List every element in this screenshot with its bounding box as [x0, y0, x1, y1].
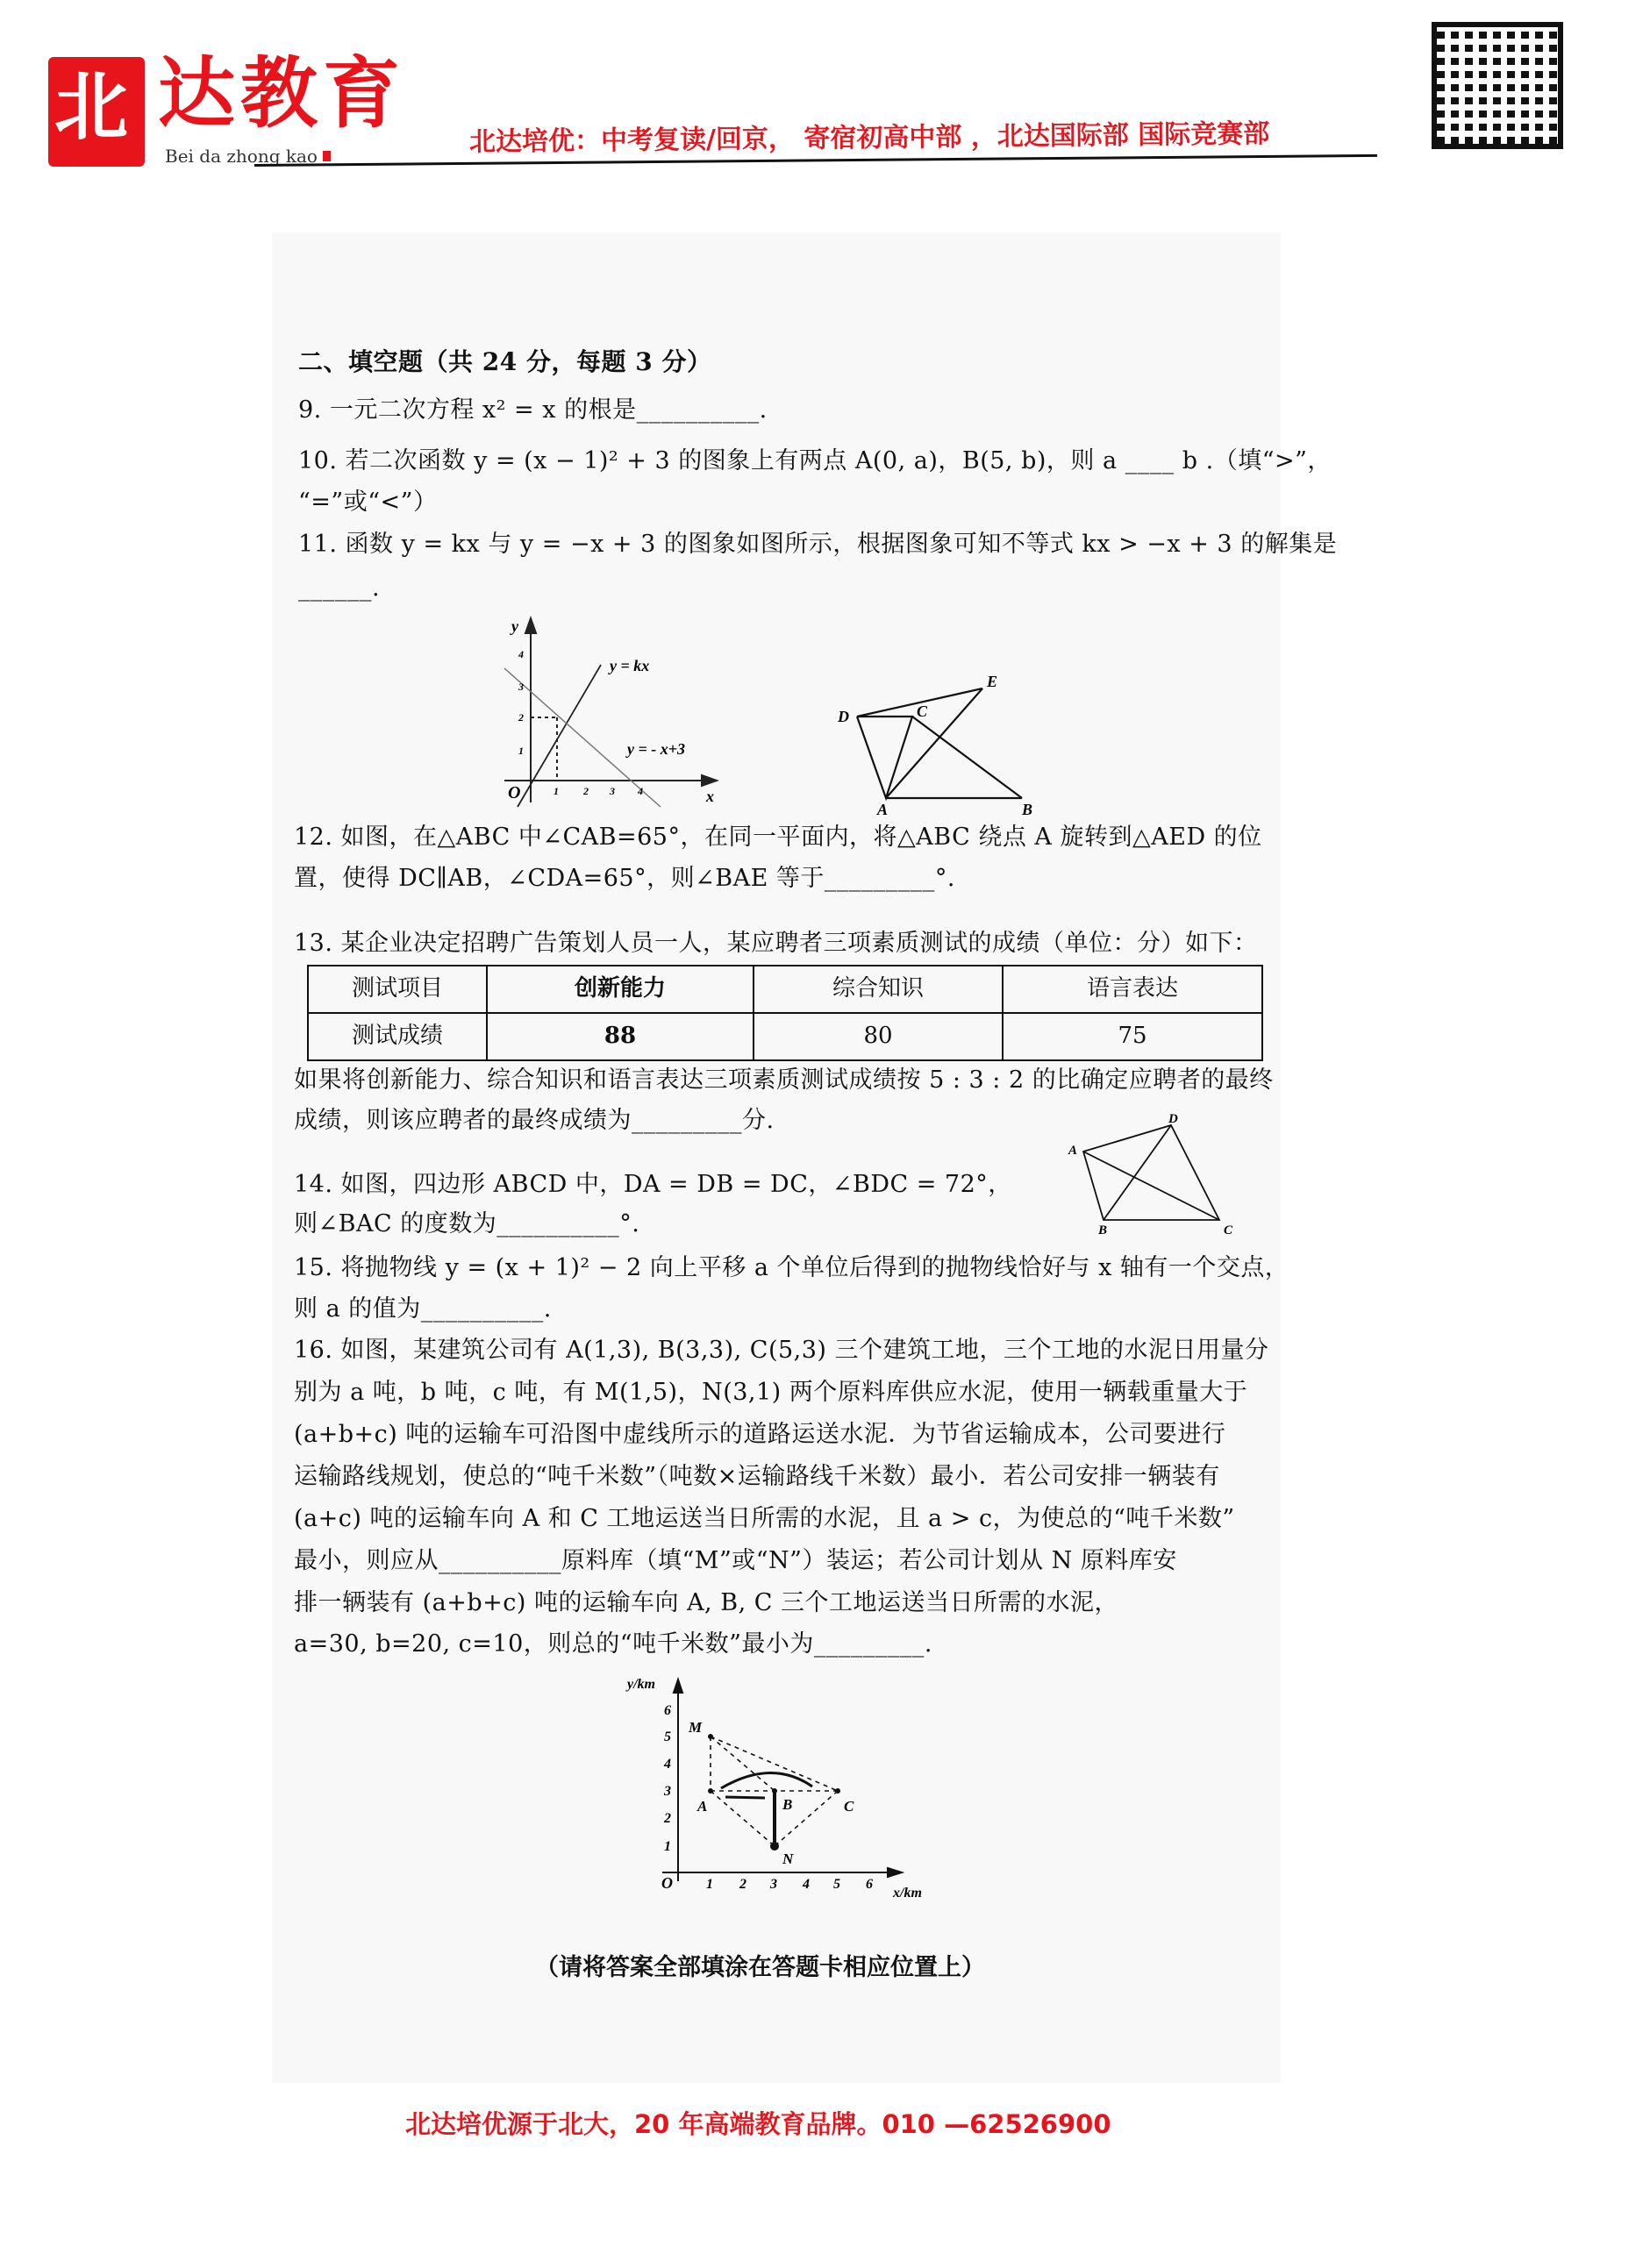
tick-x: 6	[866, 1877, 873, 1892]
tick-y: 2	[664, 1811, 671, 1826]
label-kx: y = kx	[610, 657, 650, 674]
logo-char: 北	[54, 64, 129, 150]
axis-label-x: x/km	[893, 1886, 922, 1901]
tick-x: 5	[833, 1877, 840, 1892]
label-n: N	[782, 1851, 794, 1867]
question-13-line2: 如果将创新能力、综合知识和语言表达三项素质测试成绩按 5 : 3 : 2 的比确定应聘者的最终	[294, 1066, 1274, 1094]
header-slogan: 北达培优：中考复读/回京， 寄宿初高中部 ，北达国际部 国际竞赛部	[468, 118, 1270, 158]
label-o: O	[508, 783, 521, 802]
table-header-row	[308, 966, 1262, 1013]
figure-q12-triangles	[829, 671, 1066, 820]
logo-dot	[323, 151, 331, 161]
table-cell: 88	[487, 1013, 754, 1060]
label-b: B	[1022, 801, 1033, 818]
question-16-line: a=30, b=20, c=10，则总的“吨千米数”最小为_________.	[294, 1630, 932, 1658]
question-16-line: 别为 a 吨，b 吨，c 吨，有 M(1,5)，N(3,1) 两个原料库供应水泥，使用一辆载重量大于	[294, 1379, 1248, 1406]
tick-y: 4	[664, 1757, 671, 1772]
figure-q14-quadrilateral	[1061, 1112, 1254, 1235]
question-10-line2: “=”或“<”）	[298, 489, 438, 516]
tick-x: 1	[706, 1877, 713, 1892]
label-a: A	[697, 1798, 708, 1815]
question-15-line2: 则 a 的值为__________.	[294, 1295, 552, 1323]
tick-y: 5	[664, 1730, 671, 1744]
tick-x3: 3	[610, 785, 615, 797]
label-y: y	[511, 617, 518, 635]
label-m: M	[689, 1719, 703, 1736]
table-header-cell: 语言表达	[1003, 966, 1262, 1013]
question-14-line2: 则∠BAC 的度数为__________°.	[294, 1210, 640, 1237]
table-cell: 75	[1003, 1013, 1262, 1060]
tick-x2: 2	[583, 785, 589, 797]
tick-y3: 3	[518, 681, 524, 693]
table-header-cell: 创新能力	[487, 966, 754, 1013]
label-b: B	[1098, 1223, 1108, 1235]
label-line2: y = - x+3	[627, 740, 685, 758]
table-header-cell: 测试项目	[308, 966, 487, 1013]
footer-contact: 北达培优源于北大，20 年高端教育品牌。010 —62526900	[405, 2109, 1111, 2139]
question-16-line: 运输路线规划，使总的“吨千米数”（吨数×运输路线千米数）最小．若公司安排一辆装有	[294, 1463, 1220, 1490]
tick-x: 2	[739, 1877, 746, 1892]
section-title: 二、填空题（共 24 分，每题 3 分）	[298, 347, 712, 376]
tick-y4: 4	[518, 648, 524, 660]
label-a: A	[1068, 1144, 1078, 1158]
question-10-line1: 10. 若二次函数 y = (x − 1)² + 3 的图象上有两点 A(0, a)，B(5, b)，则 a ____ b .（填“>”，	[298, 447, 1332, 474]
label-b: B	[782, 1796, 793, 1813]
table-cell: 80	[754, 1013, 1003, 1060]
question-14-line1: 14. 如图，四边形 ABCD 中，DA = DB = DC，∠BDC = 72°，	[294, 1171, 1012, 1198]
tick-x1: 1	[554, 785, 559, 797]
label-c: C	[844, 1798, 854, 1815]
label-c: C	[917, 703, 928, 720]
label-d: D	[1168, 1112, 1178, 1126]
qr-code	[1432, 22, 1563, 149]
label-o: O	[661, 1874, 673, 1892]
logo-subtitle: Bei da zhong kao	[165, 146, 318, 167]
tick-x: 4	[803, 1877, 810, 1892]
label-d: D	[838, 708, 849, 725]
question-15-line1: 15. 将抛物线 y = (x + 1)² − 2 向上平移 a 个单位后得到的抛物线恰好与 x 轴有一个交点，	[294, 1254, 1289, 1281]
question-16-line: (a+b+c) 吨的运输车可沿图中虚线所示的道路运送水泥．为节省运输成本，公司要进行	[294, 1421, 1226, 1448]
table-cell: 测试成绩	[308, 1013, 487, 1060]
table-row	[308, 1013, 1262, 1060]
question-12-line2: 置，使得 DC∥AB，∠CDA=65°，则∠BAE 等于_________°.	[294, 865, 955, 892]
question-16-line: 排一辆装有 (a+b+c) 吨的运输车向 A, B, C 三个工地运送当日所需的水泥，	[294, 1589, 1118, 1616]
question-13-line1: 13. 某企业决定招聘广告策划人员一人，某应聘者三项素质测试的成绩（单位：分）如下：	[294, 930, 1258, 957]
question-16-line: (a+c) 吨的运输车向 A 和 C 工地运送当日所需的水泥，且 a > c，为使总的“吨千米数”	[294, 1505, 1235, 1532]
logo-text: 达教育	[158, 47, 406, 139]
header-divider	[254, 154, 1377, 167]
question-11-line2: ______.	[298, 574, 381, 602]
tick-y: 3	[664, 1784, 671, 1799]
question-13-line3: 成绩，则该应聘者的最终成绩为_________分.	[294, 1107, 775, 1134]
question-16-line: 16. 如图，某建筑公司有 A(1,3), B(3,3), C(5,3) 三个建筑工地，三个工地的水泥日用量分	[294, 1337, 1269, 1364]
label-x: x	[706, 788, 714, 805]
tick-x: 3	[770, 1877, 777, 1892]
score-table	[307, 965, 1263, 1061]
question-12-line1: 12. 如图，在△ABC 中∠CAB=65°，在同一平面内，将△ABC 绕点 A 旋转到△AED 的位	[294, 824, 1262, 851]
figure-q11-graph	[496, 614, 724, 811]
label-c: C	[1224, 1223, 1233, 1235]
table-header-cell: 综合知识	[754, 966, 1003, 1013]
tick-y: 6	[664, 1703, 671, 1718]
label-e: E	[987, 673, 998, 690]
footer-note: （请将答案全部填涂在答题卡相应位置上）	[535, 1954, 985, 1981]
question-9: 9. 一元二次方程 x² = x 的根是__________.	[298, 396, 768, 424]
tick-y: 1	[664, 1839, 671, 1854]
tick-x4: 4	[638, 785, 643, 797]
tick-y2: 2	[518, 711, 524, 724]
tick-y1: 1	[518, 745, 524, 757]
label-a: A	[877, 801, 889, 818]
question-16-line: 最小，则应从__________原料库（填“M”或“N”）装运；若公司计划从 N 原料库安	[294, 1547, 1177, 1574]
axis-label-y: y/km	[627, 1677, 655, 1692]
question-11-line1: 11. 函数 y = kx 与 y = −x + 3 的图象如图所示，根据图象可知不等式 kx > −x + 3 的解集是	[298, 531, 1338, 558]
figure-q16-map	[614, 1671, 965, 1925]
